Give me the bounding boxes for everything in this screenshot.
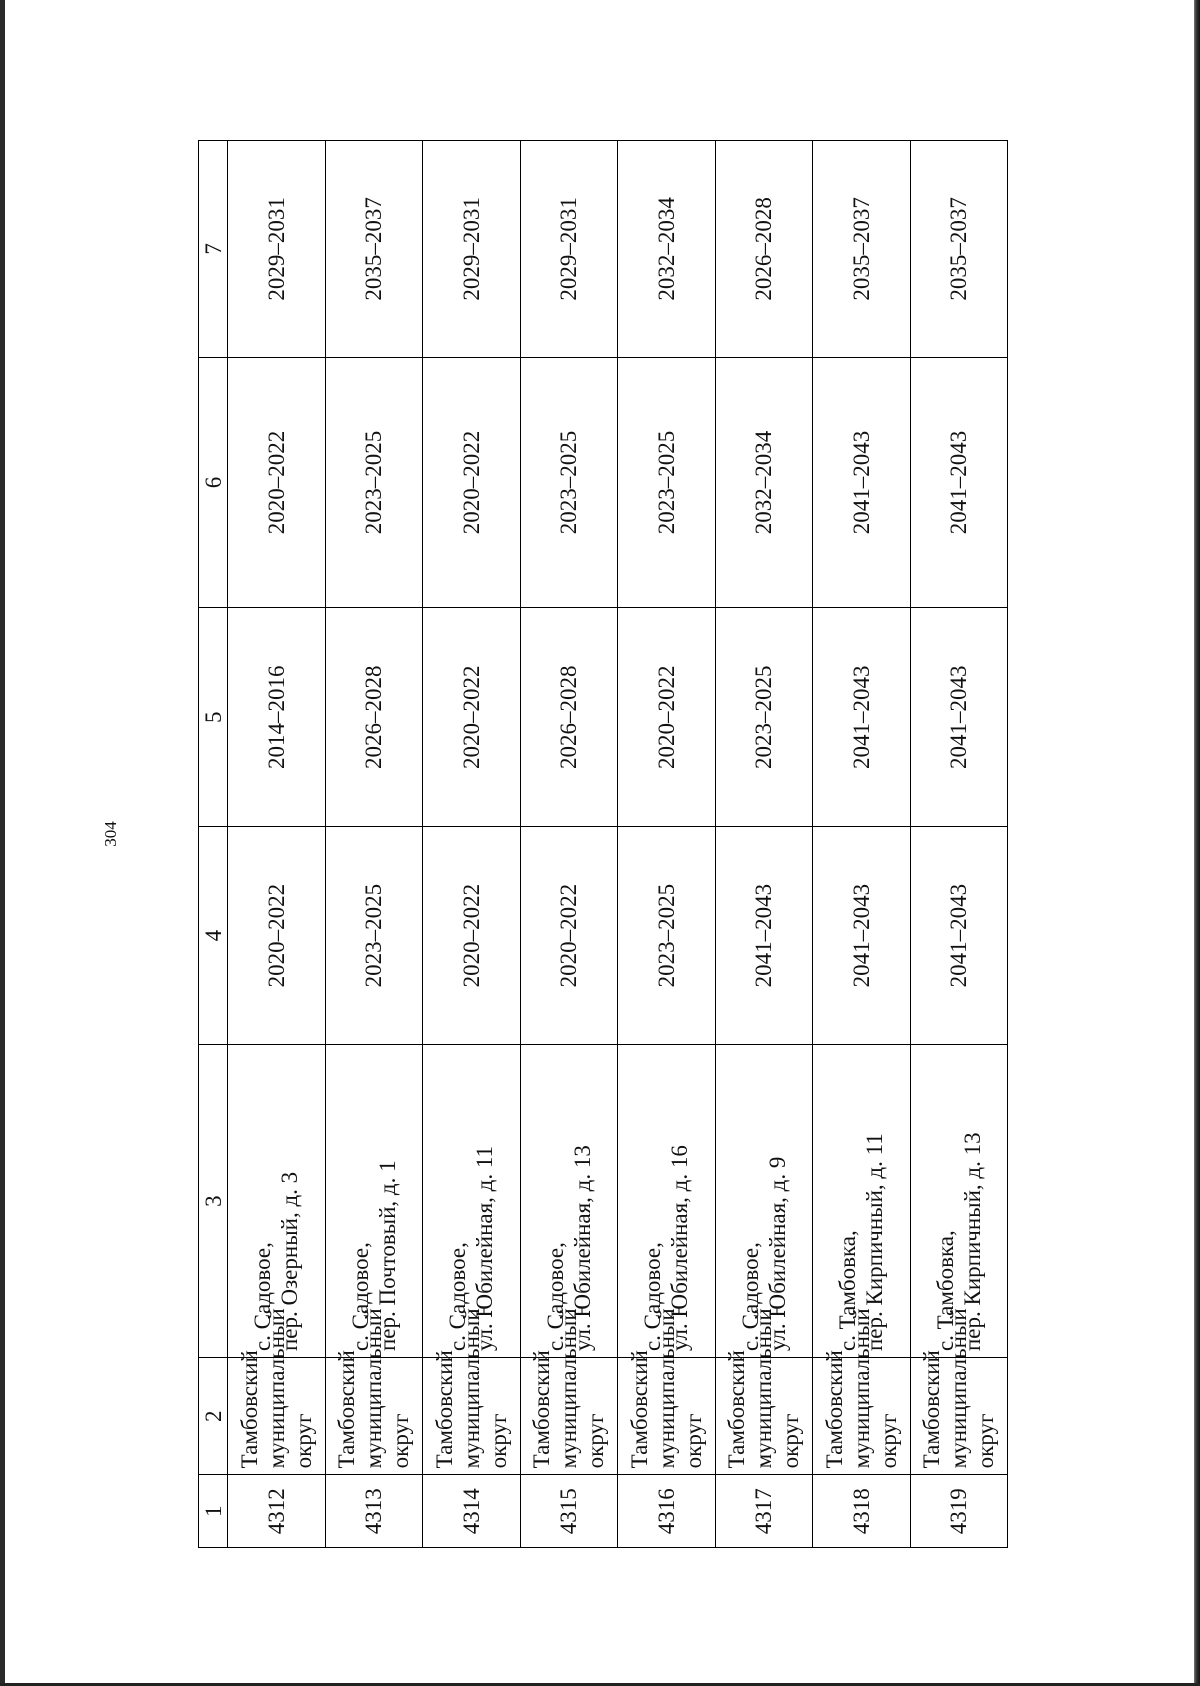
table-row [423, 141, 521, 1548]
address-settlement: с. Садовое, [250, 1242, 276, 1352]
row-number: 4317 [715, 1475, 813, 1548]
address-street: пер. Кирпичный, д. 11 [862, 1133, 888, 1352]
period-cell: 2020–2022 [520, 827, 618, 1045]
period-cell: 2023–2025 [618, 357, 716, 607]
address-street: пер. Почтовый, д. 1 [374, 1160, 400, 1352]
table-row [813, 141, 911, 1548]
district-cell: Тамбовский муниципальный округ [423, 1358, 521, 1475]
row-number: 4316 [618, 1475, 716, 1548]
column-header: 2 [199, 1358, 228, 1475]
scan-border-left [0, 0, 5, 1686]
address-settlement: с. Тамбовка, [835, 1230, 861, 1352]
table-header-row [199, 141, 228, 1548]
address-settlement: с. Садовое, [347, 1242, 373, 1352]
address-settlement: с. Садовое, [542, 1242, 568, 1352]
address-cell [228, 1045, 326, 1358]
address-street: ул. Юбилейная, д. 16 [667, 1145, 693, 1352]
period-cell: 2032–2034 [618, 141, 716, 358]
period-cell: 2029–2031 [228, 141, 326, 358]
period-cell: 2041–2043 [813, 357, 911, 607]
address-cell [813, 1045, 911, 1358]
period-cell: 2041–2043 [813, 827, 911, 1045]
district-cell: Тамбовский муниципальный округ [618, 1358, 716, 1475]
address-street: ул. Юбилейная, д. 11 [472, 1145, 498, 1352]
period-cell: 2020–2022 [423, 827, 521, 1045]
period-cell: 2020–2022 [618, 608, 716, 827]
address-street: пер. Кирпичный, д. 13 [959, 1132, 985, 1352]
period-cell: 2041–2043 [910, 357, 1008, 607]
table-row [715, 141, 813, 1548]
address-settlement: с. Тамбовка, [932, 1230, 958, 1352]
period-cell: 2023–2025 [325, 357, 423, 607]
scan-border-right [1194, 0, 1200, 1686]
address-cell [325, 1045, 423, 1358]
period-cell: 2029–2031 [520, 141, 618, 358]
table-row [910, 141, 1008, 1548]
row-number: 4312 [228, 1475, 326, 1548]
period-cell: 2026–2028 [520, 608, 618, 827]
table-row [618, 141, 716, 1548]
district-cell: Тамбовский муниципальный округ [715, 1358, 813, 1475]
address-street: ул. Юбилейная, д. 13 [569, 1145, 595, 1352]
row-number: 4315 [520, 1475, 618, 1548]
period-cell: 2026–2028 [325, 608, 423, 827]
period-cell: 2020–2022 [228, 357, 326, 607]
data-table [198, 140, 1008, 1548]
address-cell [715, 1045, 813, 1358]
period-cell: 2023–2025 [520, 357, 618, 607]
rotated-table-container [198, 140, 1008, 1548]
district-cell: Тамбовский муниципальный округ [520, 1358, 618, 1475]
period-cell: 2041–2043 [715, 827, 813, 1045]
period-cell: 2035–2037 [813, 141, 911, 358]
address-cell [520, 1045, 618, 1358]
table-row [228, 141, 326, 1548]
district-cell: Тамбовский муниципальный округ [813, 1358, 911, 1475]
period-cell: 2029–2031 [423, 141, 521, 358]
table-row [520, 141, 618, 1548]
period-cell: 2020–2022 [228, 827, 326, 1045]
district-cell: Тамбовский муниципальный округ [325, 1358, 423, 1475]
period-cell: 2023–2025 [715, 608, 813, 827]
row-number: 4314 [423, 1475, 521, 1548]
period-cell: 2026–2028 [715, 141, 813, 358]
page-number: 304 [101, 821, 120, 847]
district-cell: Тамбовский муниципальный округ [910, 1358, 1008, 1475]
district-cell: Тамбовский муниципальный округ [228, 1358, 326, 1475]
address-cell [618, 1045, 716, 1358]
address-settlement: с. Садовое, [445, 1242, 471, 1352]
address-settlement: с. Садовое, [737, 1242, 763, 1352]
column-header: 4 [199, 827, 228, 1045]
table-row [325, 141, 423, 1548]
row-number: 4318 [813, 1475, 911, 1548]
period-cell: 2035–2037 [910, 141, 1008, 358]
column-header: 7 [199, 141, 228, 358]
column-header: 5 [199, 608, 228, 827]
column-header: 1 [199, 1475, 228, 1548]
address-settlement: с. Садовое, [640, 1242, 666, 1352]
address-street: ул. Юбилейная, д. 9 [764, 1156, 790, 1352]
period-cell: 2041–2043 [813, 608, 911, 827]
period-cell: 2020–2022 [423, 608, 521, 827]
period-cell: 2014–2016 [228, 608, 326, 827]
column-header: 6 [199, 357, 228, 607]
period-cell: 2041–2043 [910, 827, 1008, 1045]
address-cell [423, 1045, 521, 1358]
period-cell: 2023–2025 [325, 827, 423, 1045]
row-number: 4319 [910, 1475, 1008, 1548]
period-cell: 2020–2022 [423, 357, 521, 607]
address-street: пер. Озерный, д. 3 [277, 1171, 303, 1352]
column-header: 3 [199, 1045, 228, 1358]
period-cell: 2035–2037 [325, 141, 423, 358]
address-cell [910, 1045, 1008, 1358]
period-cell: 2023–2025 [618, 827, 716, 1045]
row-number: 4313 [325, 1475, 423, 1548]
period-cell: 2041–2043 [910, 608, 1008, 827]
period-cell: 2032–2034 [715, 357, 813, 607]
